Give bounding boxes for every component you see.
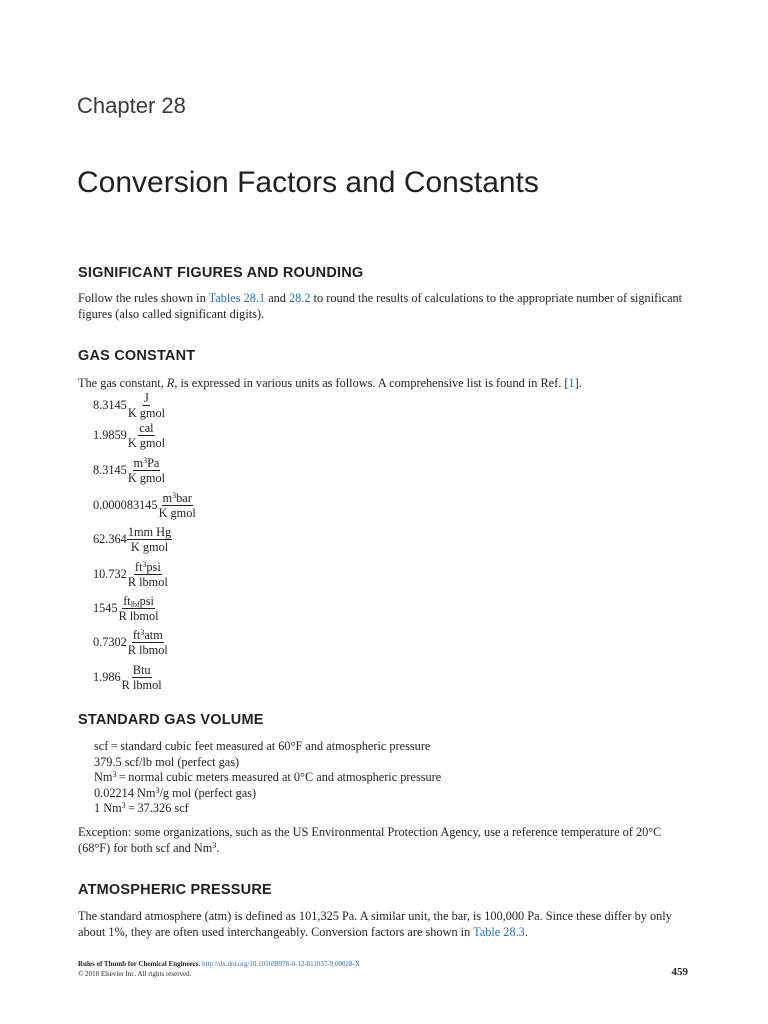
numerator — [132, 628, 164, 643]
exponent: 3 — [143, 456, 148, 465]
exponent: 3 — [140, 628, 145, 637]
exponent: 3 — [172, 491, 177, 500]
footer-doi-link[interactable]: http://dx.doi.org/10.1016/B978-0-12-811037-9.00028-X — [202, 960, 360, 968]
unit-text: = normal cubic meters measured at 0°C and atmospheric pressure — [116, 770, 442, 784]
denominator: R lbmol — [118, 609, 159, 623]
numerator: Btu — [132, 663, 151, 677]
denominator: K gmol — [127, 406, 166, 420]
gas-constant-equation-6 — [93, 560, 169, 589]
unit-fraction — [118, 594, 160, 623]
denominator: K gmol — [127, 471, 166, 485]
unit-text: atm — [144, 628, 163, 642]
coefficient: 8.3145 — [93, 463, 127, 477]
section-heading-standard-gas-volume: STANDARD GAS VOLUME — [78, 712, 264, 728]
link-ref-1[interactable]: 1 — [568, 376, 575, 390]
numerator — [162, 491, 193, 506]
numerator — [134, 560, 162, 575]
unit-fraction — [127, 525, 172, 554]
unit-text: ft — [134, 560, 143, 574]
gas-constant-paragraph — [78, 375, 693, 391]
numerator: cal — [139, 421, 154, 435]
unit-text: ft — [132, 628, 141, 642]
std-volume-line-4 — [94, 786, 256, 801]
denominator: R lbmol — [127, 643, 168, 657]
denominator: K gmol — [158, 506, 196, 520]
unit-text: 1 Nm — [94, 801, 122, 815]
footer-journal-title: Rules of Thumb for Chemical Engineers. — [78, 960, 201, 968]
numerator — [122, 594, 155, 609]
link-tables-28-1[interactable]: Tables 28.1 — [208, 291, 266, 305]
footer-citation — [78, 960, 360, 968]
gas-constant-equation-3 — [93, 456, 166, 485]
paragraph-text: and — [265, 291, 290, 305]
paragraph-text: to round the results of calculations to the appropriate number of significant figures (also called significant digits). — [78, 291, 683, 321]
paragraph-text: ]. — [574, 376, 582, 390]
chapter-title: Conversion Factors and Constants — [77, 166, 539, 199]
gas-constant-symbol: R — [166, 376, 175, 390]
footer-copyright: © 2018 Elsevier Inc. All rights reserved. — [78, 970, 192, 978]
section-heading-significant-figures: SIGNIFICANT FIGURES AND ROUNDING — [78, 265, 364, 281]
numerator: 1mm Hg — [127, 525, 172, 539]
unit-text: m — [133, 456, 144, 470]
section-heading-atmospheric-pressure: ATMOSPHERIC PRESSURE — [78, 882, 272, 898]
coefficient: 1.9859 — [93, 428, 127, 442]
coefficient: 1.986 — [93, 670, 121, 684]
gas-constant-equation-8 — [93, 628, 169, 657]
numerator: J — [144, 391, 149, 405]
unit-fraction — [121, 663, 163, 692]
coefficient: 0.7302 — [93, 635, 127, 649]
exponent: 3 — [121, 801, 126, 810]
unit-text: Nm — [94, 770, 113, 784]
significant-figures-paragraph — [78, 290, 693, 322]
denominator: R lbmol — [121, 678, 162, 692]
std-volume-line-1: scf = standard cubic feet measured at 60°F and atmospheric pressure — [94, 739, 431, 753]
gas-constant-equation-2 — [93, 421, 166, 450]
section-heading-gas-constant: GAS CONSTANT — [78, 348, 196, 364]
unit-fraction — [127, 456, 166, 485]
denominator: R lbmol — [127, 575, 168, 589]
paragraph-text: , is expressed in various units as follows. A comprehensive list is found in Ref. [ — [174, 376, 569, 390]
unit-text: = 37.326 scf — [125, 801, 189, 815]
unit-fraction — [158, 491, 197, 520]
page-number: 459 — [671, 966, 688, 978]
atmospheric-pressure-paragraph — [78, 908, 693, 940]
unit-text: m — [162, 491, 173, 505]
denominator: K gmol — [130, 540, 169, 554]
unit-fraction — [127, 560, 169, 589]
paragraph-text: . — [216, 841, 220, 855]
paragraph-text: . — [524, 925, 528, 939]
unit-text: psi — [146, 560, 161, 574]
unit-text: ft — [123, 594, 131, 608]
numerator — [133, 456, 161, 471]
link-table-28-2[interactable]: 28.2 — [289, 291, 311, 305]
std-volume-line-3 — [94, 770, 441, 785]
unit-text: Pa — [147, 456, 160, 470]
exponent: 3 — [142, 560, 147, 569]
subscript: lbf — [130, 600, 140, 609]
gas-constant-equation-7 — [93, 594, 160, 623]
coefficient: 0.000083145 — [93, 498, 158, 512]
exponent: 3 — [212, 841, 217, 850]
unit-text: /g mol (perfect gas) — [159, 786, 257, 800]
denominator: K gmol — [127, 436, 166, 450]
gas-constant-equation-4 — [93, 491, 197, 520]
gas-constant-equation-5 — [93, 525, 172, 554]
exponent: 3 — [155, 786, 160, 795]
chapter-label: Chapter 28 — [77, 93, 186, 118]
gas-constant-equation-1 — [93, 391, 166, 420]
link-table-28-3[interactable]: Table 28.3 — [473, 925, 525, 939]
exception-paragraph — [78, 824, 693, 856]
std-volume-line-2: 379.5 scf/lb mol (perfect gas) — [94, 755, 240, 769]
unit-fraction — [127, 628, 169, 657]
paragraph-text: Exception: some organizations, such as the US Environmental Protection Agency, use a reference temperature of 20°C (68°F) for both scf and Nm — [78, 825, 662, 855]
paragraph-text: Follow the rules shown in — [78, 291, 209, 305]
std-volume-line-5 — [94, 801, 189, 816]
coefficient: 8.3145 — [93, 398, 127, 412]
coefficient: 10.732 — [93, 567, 127, 581]
paragraph-text: The gas constant, — [78, 376, 167, 390]
unit-text: psi — [139, 594, 154, 608]
coefficient: 1545 — [93, 601, 118, 615]
unit-text: 0.02214 Nm — [94, 786, 156, 800]
coefficient: 62.364 — [93, 532, 127, 546]
unit-text: bar — [176, 491, 192, 505]
unit-fraction — [127, 391, 166, 420]
gas-constant-equation-9 — [93, 663, 163, 692]
paragraph-text: The standard atmosphere (atm) is defined as 101,325 Pa. A similar unit, the bar, is 100,000 Pa. Since these differ by only about 1%, they are often used interchangeably. Conversion factors are shown in — [78, 909, 672, 939]
exponent: 3 — [112, 770, 117, 779]
unit-fraction — [127, 421, 166, 450]
